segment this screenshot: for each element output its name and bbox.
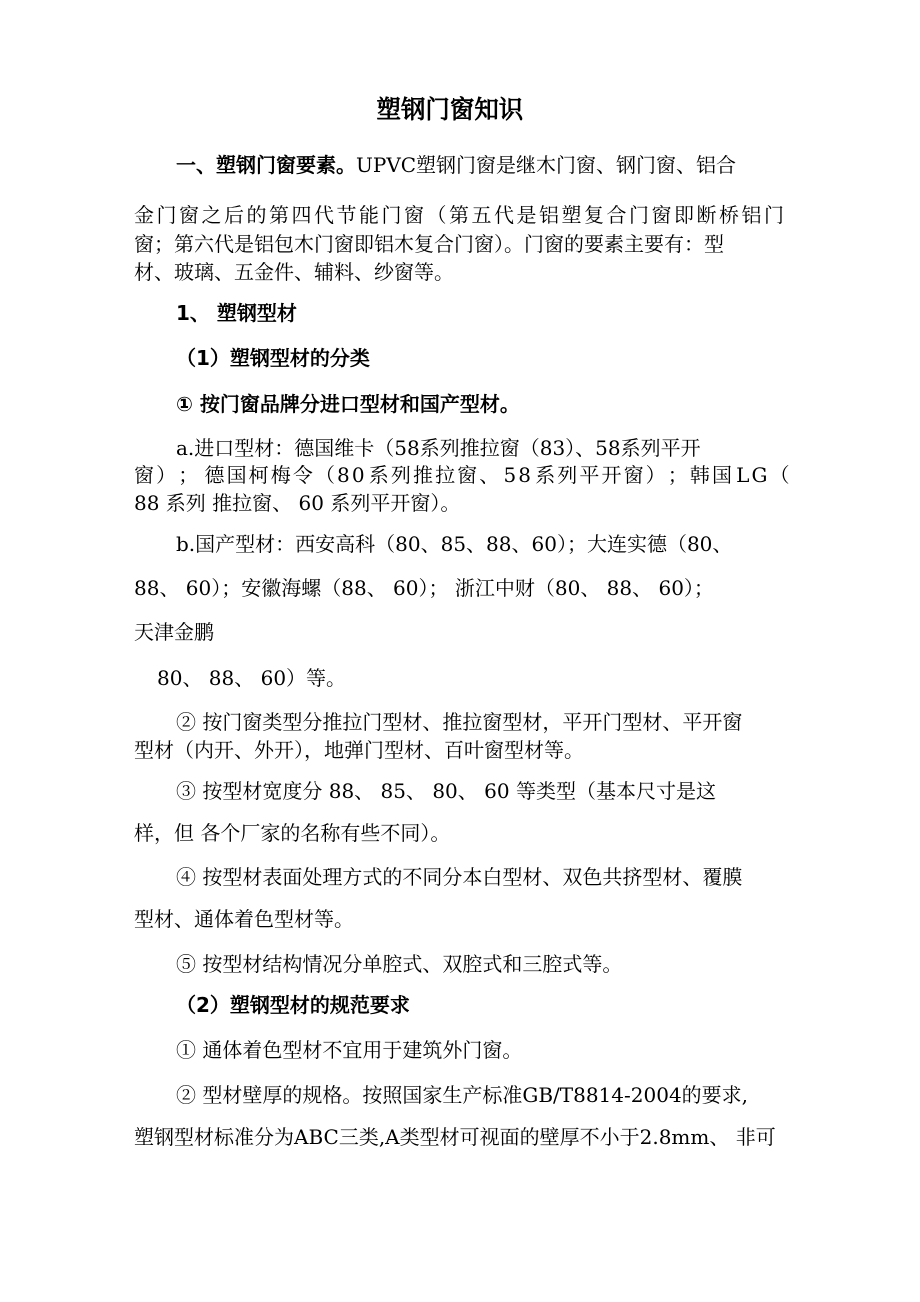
requirement-2-line2: 塑钢型材标准分为ABC三类,A类型材可视面的壁厚不小于2.8mm、 非可 [134, 1125, 776, 1149]
section1-intro-line3: 窗；第六代是铝包木门窗即铝木复合门窗）。门窗的要素主要有：型 [134, 232, 724, 256]
section1-intro-line4: 材、玻璃、五金件、辅料、纱窗等。 [134, 260, 454, 284]
classification-item-2-line2: 型材（内开、外开），地弹门型材、百叶窗型材等。 [134, 738, 584, 762]
domestic-line4: 80、 88、 60）等。 [157, 666, 347, 690]
classification-item-3-line2: 样，但 各个厂家的名称有些不同）。 [134, 821, 451, 845]
requirement-1: ① 通体着色型材不宜用于建筑外门窗。 [176, 1038, 523, 1062]
classification-item-4-line1: ④ 按型材表面处理方式的不同分本白型材、双色共挤型材、覆膜 [176, 865, 743, 889]
subheading-1-1: （1）塑钢型材的分类 [176, 346, 370, 370]
requirement-2-line1: ② 型材壁厚的规格。按照国家生产标准GB/T8814-2004的要求, [176, 1083, 749, 1107]
imported-line3: 88 系列 推拉窗、 60 系列平开窗）。 [134, 491, 461, 515]
classification-item-2-line1: ② 按门窗类型分推拉门型材、推拉窗型材，平开门型材、平开窗 [176, 710, 743, 734]
domestic-line1: b.国产型材：西安高科（80、85、88、60）；大连实德（80、 [176, 532, 733, 556]
page-title: 塑钢门窗知识 [376, 95, 524, 124]
imported-line2: 窗 ） ； 德 国 柯 梅 令 （ 8 0 系 列 推 拉 窗 、 5 8 系 列 平 开 窗 ） ； 韩 国 L G （ [134, 463, 790, 487]
subheading-1-2: （2）塑钢型材的规范要求 [176, 993, 410, 1017]
domestic-line3: 天津金鹏 [134, 620, 214, 644]
subheading-1: 1、 塑钢型材 [176, 301, 297, 325]
section1-intro-a: UPVC塑钢门窗是继木门窗、钢门窗、铝合 [356, 153, 737, 177]
section1-heading: 一、塑钢门窗要素。 [176, 153, 356, 177]
classification-item-4-line2: 型材、通体着色型材等。 [134, 907, 354, 931]
domestic-line2: 88、 60）；安徽海螺（88、 60）； 浙江中财（80、 88、 60）； [134, 576, 714, 600]
section1-intro-line2: 金 门 窗 之 后 的 第 四 代 节 能 门 窗 （ 第 五 代 是 铝 塑 复 合 门 窗 即 断 桥 铝 门 [134, 203, 784, 227]
classification-item-1: ① 按门窗品牌分进口型材和国产型材。 [176, 392, 520, 416]
classification-item-5: ⑤ 按型材结构情况分单腔式、双腔式和三腔式等。 [176, 952, 623, 976]
imported-line1: a.进口型材：德国维卡（58系列推拉窗（83）、58系列平开 [176, 436, 701, 460]
classification-item-3-line1: ③ 按型材宽度分 88、 85、 80、 60 等类型（基本尺寸是这 [176, 779, 716, 803]
section1-intro-line1 [176, 152, 736, 178]
